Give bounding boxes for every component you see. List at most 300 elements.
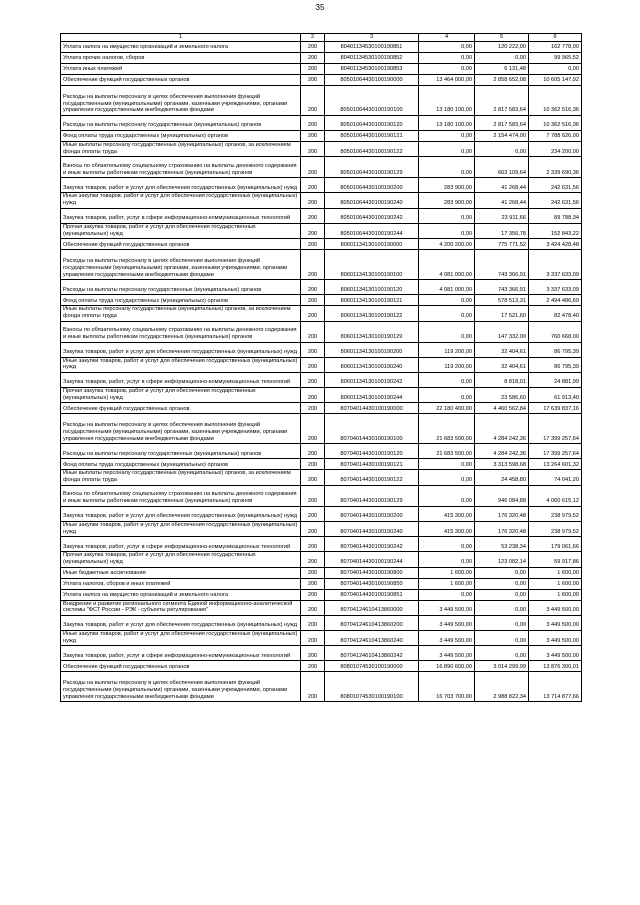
row-classification-code-cell: 80704014430100190120 [325, 444, 419, 459]
row-approved-amount-cell: 0,00 [419, 470, 475, 485]
row-code-cell: 200 [301, 459, 325, 470]
row-classification-code-cell: 80401134530100190851 [325, 42, 419, 53]
column-header-5: 5 [475, 34, 529, 42]
row-approved-amount-cell: 0,00 [419, 537, 475, 552]
row-unexecuted-amount-cell: 152 843,22 [529, 223, 582, 238]
row-name-cell: Обеспечение функций государственных органов [61, 403, 301, 414]
row-name-cell: Фонд оплаты труда государственных (муниципальных) органов [61, 131, 301, 142]
row-unexecuted-amount-cell: 3 449 500,00 [529, 631, 582, 646]
row-code-cell: 200 [301, 86, 325, 116]
row-classification-code-cell: 80501064430100190244 [325, 223, 419, 238]
row-executed-amount-cell: 3 014 299,99 [475, 661, 529, 672]
table-row [61, 295, 582, 306]
row-approved-amount-cell: 0,00 [419, 321, 475, 342]
row-code-cell: 200 [301, 157, 325, 178]
row-classification-code-cell: 80704014430100190244 [325, 552, 419, 567]
table-row [61, 646, 582, 661]
row-classification-code-cell: 80501064430100190000 [325, 75, 419, 86]
row-approved-amount-cell: 3 449 500,00 [419, 616, 475, 631]
row-name-cell: Иные закупки товаров, работ и услуг для обеспечения государственных (муниципальных) нужд [61, 193, 301, 208]
row-code-cell: 200 [301, 295, 325, 306]
row-classification-code-cell: 80704014430100190800 [325, 567, 419, 578]
table-row [61, 53, 582, 64]
row-approved-amount-cell: 0,00 [419, 485, 475, 506]
row-unexecuted-amount-cell: 1 600,00 [529, 589, 582, 600]
table-row [61, 157, 582, 178]
row-code-cell: 200 [301, 321, 325, 342]
table-row [61, 578, 582, 589]
row-name-cell: Расходы на выплаты персоналу государственных (муниципальных) органов [61, 116, 301, 131]
row-code-cell: 200 [301, 600, 325, 615]
row-classification-code-cell: 80501064430100190242 [325, 208, 419, 223]
row-code-cell: 200 [301, 373, 325, 388]
row-executed-amount-cell: 17 356,78 [475, 223, 529, 238]
row-executed-amount-cell: 578 513,31 [475, 295, 529, 306]
row-code-cell: 200 [301, 388, 325, 403]
row-executed-amount-cell: 0,00 [475, 600, 529, 615]
row-unexecuted-amount-cell: 13 876 300,01 [529, 661, 582, 672]
row-code-cell: 200 [301, 646, 325, 661]
row-classification-code-cell: 80704124610413860200 [325, 616, 419, 631]
row-approved-amount-cell: 283 900,00 [419, 193, 475, 208]
row-executed-amount-cell: 176 320,48 [475, 521, 529, 536]
row-executed-amount-cell: 2 817 583,64 [475, 86, 529, 116]
row-executed-amount-cell: 147 332,00 [475, 321, 529, 342]
table-header-row [61, 34, 582, 42]
row-code-cell: 200 [301, 178, 325, 193]
row-executed-amount-cell: 2 858 652,08 [475, 75, 529, 86]
row-code-cell: 200 [301, 444, 325, 459]
row-unexecuted-amount-cell: 242 631,56 [529, 193, 582, 208]
row-name-cell: Расходы на выплаты персоналу в целях обеспечения выполнения функций государственными (муниципальными) органами, казенными учреждениями, органами управления государственными внебюджетными фондами [61, 250, 301, 280]
table-row [61, 661, 582, 672]
table-row [61, 75, 582, 86]
row-unexecuted-amount-cell: 17 639 837,16 [529, 403, 582, 414]
table-row [61, 131, 582, 142]
row-unexecuted-amount-cell: 17 399 257,64 [529, 414, 582, 444]
row-executed-amount-cell: 17 521,60 [475, 306, 529, 321]
row-executed-amount-cell: 2 988 822,34 [475, 672, 529, 702]
row-code-cell: 200 [301, 552, 325, 567]
row-code-cell: 200 [301, 306, 325, 321]
table-row [61, 589, 582, 600]
row-approved-amount-cell: 0,00 [419, 131, 475, 142]
row-unexecuted-amount-cell: 3 449 500,00 [529, 646, 582, 661]
table-row [61, 342, 582, 357]
row-unexecuted-amount-cell: 238 979,52 [529, 506, 582, 521]
row-classification-code-cell: 80601134130100190121 [325, 295, 419, 306]
row-approved-amount-cell: 3 449 500,00 [419, 646, 475, 661]
row-classification-code-cell: 80601134130100190122 [325, 306, 419, 321]
column-header-4: 4 [419, 34, 475, 42]
row-code-cell: 200 [301, 53, 325, 64]
row-approved-amount-cell: 0,00 [419, 306, 475, 321]
row-classification-code-cell: 80704014430100190242 [325, 537, 419, 552]
table-row [61, 388, 582, 403]
row-code-cell: 200 [301, 75, 325, 86]
row-name-cell: Иные выплаты персоналу государственных (муниципальных) органов, за исключением фонда оплаты труда [61, 470, 301, 485]
row-unexecuted-amount-cell: 10 362 516,36 [529, 86, 582, 116]
row-approved-amount-cell: 0,00 [419, 459, 475, 470]
row-name-cell: Уплата налогов, сборов и иных платежей [61, 578, 301, 589]
row-unexecuted-amount-cell: 24 881,99 [529, 373, 582, 388]
row-name-cell: Расходы на выплаты персоналу государственных (муниципальных) органов [61, 444, 301, 459]
row-classification-code-cell: 80601134130100190000 [325, 239, 419, 250]
row-classification-code-cell: 80801074530100190000 [325, 661, 419, 672]
row-name-cell: Закупка товаров, работ и услуг для обеспечения государственных (муниципальных) нужд [61, 506, 301, 521]
row-approved-amount-cell: 283 900,00 [419, 178, 475, 193]
row-unexecuted-amount-cell: 2 494 486,69 [529, 295, 582, 306]
row-unexecuted-amount-cell: 61 913,40 [529, 388, 582, 403]
row-approved-amount-cell: 16 890 600,00 [419, 661, 475, 672]
row-approved-amount-cell: 0,00 [419, 223, 475, 238]
table-row [61, 86, 582, 116]
row-classification-code-cell: 80704014430100190000 [325, 403, 419, 414]
row-code-cell: 200 [301, 485, 325, 506]
row-approved-amount-cell: 4 200 200,00 [419, 239, 475, 250]
table-row [61, 193, 582, 208]
row-code-cell: 200 [301, 193, 325, 208]
row-classification-code-cell: 80704014430100190121 [325, 459, 419, 470]
table-row [61, 64, 582, 75]
row-executed-amount-cell: 4 460 562,84 [475, 403, 529, 414]
row-classification-code-cell: 80501064430100190100 [325, 86, 419, 116]
row-approved-amount-cell: 0,00 [419, 295, 475, 306]
row-unexecuted-amount-cell: 7 788 626,00 [529, 131, 582, 142]
row-approved-amount-cell: 0,00 [419, 208, 475, 223]
table-row [61, 42, 582, 53]
row-classification-code-cell: 80601134130100190120 [325, 280, 419, 295]
table-row [61, 142, 582, 157]
row-name-cell: Уплата налога на имущество организаций и земельного налога [61, 42, 301, 53]
row-unexecuted-amount-cell: 242 631,56 [529, 178, 582, 193]
row-approved-amount-cell: 0,00 [419, 64, 475, 75]
row-classification-code-cell: 80801074530100190100 [325, 672, 419, 702]
table-body [61, 42, 582, 702]
row-code-cell: 200 [301, 142, 325, 157]
row-executed-amount-cell: 8 818,01 [475, 373, 529, 388]
row-classification-code-cell: 80501064430100190129 [325, 157, 419, 178]
table-row [61, 414, 582, 444]
row-code-cell: 200 [301, 537, 325, 552]
row-approved-amount-cell: 4 081 000,00 [419, 250, 475, 280]
row-executed-amount-cell: 0,00 [475, 616, 529, 631]
row-approved-amount-cell: 16 703 700,00 [419, 672, 475, 702]
row-classification-code-cell: 80501064430100190121 [325, 131, 419, 142]
row-code-cell: 200 [301, 578, 325, 589]
row-approved-amount-cell: 0,00 [419, 53, 475, 64]
row-code-cell: 200 [301, 414, 325, 444]
table-row [61, 373, 582, 388]
row-code-cell: 200 [301, 239, 325, 250]
row-executed-amount-cell: 2 817 583,64 [475, 116, 529, 131]
row-executed-amount-cell: 743 366,91 [475, 280, 529, 295]
row-unexecuted-amount-cell: 0,00 [529, 64, 582, 75]
row-name-cell: Закупка товаров, работ, услуг в сфере информационно-коммуникационных технологий [61, 646, 301, 661]
row-name-cell: Внедрение и развитие регионального сегмента Единой информационно-аналитической системы "ФСТ России - РЭК - субъекты регулирования" [61, 600, 301, 615]
table-row [61, 223, 582, 238]
row-approved-amount-cell: 1 600,00 [419, 567, 475, 578]
row-unexecuted-amount-cell: 86 795,39 [529, 357, 582, 372]
row-name-cell: Взносы по обязательному социальному страхованию на выплаты денежного содержания и иные выплаты работникам государственных (муниципальных) органов [61, 321, 301, 342]
row-unexecuted-amount-cell: 59 917,86 [529, 552, 582, 567]
row-executed-amount-cell: 3 313 598,68 [475, 459, 529, 470]
row-unexecuted-amount-cell: 13 264 601,32 [529, 459, 582, 470]
row-unexecuted-amount-cell: 3 337 633,09 [529, 280, 582, 295]
row-unexecuted-amount-cell: 3 449 500,00 [529, 600, 582, 615]
row-executed-amount-cell: 946 084,88 [475, 485, 529, 506]
row-executed-amount-cell: 0,00 [475, 631, 529, 646]
row-unexecuted-amount-cell: 99 965,52 [529, 53, 582, 64]
row-executed-amount-cell: 32 404,61 [475, 357, 529, 372]
row-executed-amount-cell: 2 154 474,00 [475, 131, 529, 142]
row-classification-code-cell: 80501064430100190240 [325, 193, 419, 208]
row-name-cell: Фонд оплаты труда государственных (муниципальных) органов [61, 295, 301, 306]
row-classification-code-cell: 80601134130100190100 [325, 250, 419, 280]
row-unexecuted-amount-cell: 4 060 615,12 [529, 485, 582, 506]
row-name-cell: Закупка товаров, работ и услуг для обеспечения государственных (муниципальных) нужд [61, 178, 301, 193]
row-approved-amount-cell: 3 449 500,00 [419, 631, 475, 646]
column-header-6: 6 [529, 34, 582, 42]
row-code-cell: 200 [301, 223, 325, 238]
row-code-cell: 200 [301, 506, 325, 521]
table-row [61, 506, 582, 521]
row-executed-amount-cell: 120 222,00 [475, 42, 529, 53]
table-row [61, 552, 582, 567]
row-executed-amount-cell: 123 082,14 [475, 552, 529, 567]
row-name-cell: Уплата налога на имущество организаций и земельного налога [61, 589, 301, 600]
row-approved-amount-cell: 22 180 400,00 [419, 403, 475, 414]
row-classification-code-cell: 80601134130100190242 [325, 373, 419, 388]
table-row [61, 280, 582, 295]
row-name-cell: Закупка товаров, работ, услуг в сфере информационно-коммуникационных технологий [61, 208, 301, 223]
row-classification-code-cell: 80401134530100190852 [325, 53, 419, 64]
row-classification-code-cell: 80601134130100190244 [325, 388, 419, 403]
row-executed-amount-cell: 53 238,34 [475, 537, 529, 552]
row-executed-amount-cell: 176 320,48 [475, 506, 529, 521]
row-unexecuted-amount-cell: 17 399 257,64 [529, 444, 582, 459]
row-approved-amount-cell: 21 683 500,00 [419, 414, 475, 444]
row-code-cell: 200 [301, 567, 325, 578]
row-executed-amount-cell: 0,00 [475, 567, 529, 578]
row-name-cell: Прочая закупка товаров, работ и услуг для обеспечения государственных (муниципальных) нужд [61, 388, 301, 403]
row-classification-code-cell: 80704014430100190100 [325, 414, 419, 444]
row-name-cell: Иные выплаты персоналу государственных (муниципальных) органов, за исключением фонда оплаты труда [61, 306, 301, 321]
row-name-cell: Расходы на выплаты персоналу в целях обеспечения выполнения функций государственными (муниципальными) органами, казенными учреждениями, органами управления государственными внебюджетными фондами [61, 672, 301, 702]
row-unexecuted-amount-cell: 10 605 147,92 [529, 75, 582, 86]
row-code-cell: 200 [301, 521, 325, 536]
row-unexecuted-amount-cell: 3 424 428,48 [529, 239, 582, 250]
table-row [61, 208, 582, 223]
row-unexecuted-amount-cell: 2 339 690,36 [529, 157, 582, 178]
row-code-cell: 200 [301, 131, 325, 142]
row-unexecuted-amount-cell: 760 668,00 [529, 321, 582, 342]
row-executed-amount-cell: 23 586,60 [475, 388, 529, 403]
row-name-cell: Расходы на выплаты персоналу в целях обеспечения выполнения функций государственными (муниципальными) органами, казенными учреждениями, органами управления государственными внебюджетными фондами [61, 414, 301, 444]
row-name-cell: Обеспечение функций государственных органов [61, 661, 301, 672]
row-name-cell: Прочая закупка товаров, работ и услуг для обеспечения государственных (муниципальных) нужд [61, 552, 301, 567]
row-approved-amount-cell: 0,00 [419, 589, 475, 600]
row-name-cell: Закупка товаров, работ, услуг в сфере информационно-коммуникационных технологий [61, 537, 301, 552]
row-executed-amount-cell: 0,00 [475, 578, 529, 589]
row-code-cell: 200 [301, 631, 325, 646]
table-row [61, 485, 582, 506]
row-code-cell: 200 [301, 616, 325, 631]
row-classification-code-cell: 80704124610413860000 [325, 600, 419, 615]
row-unexecuted-amount-cell: 13 714 877,66 [529, 672, 582, 702]
row-approved-amount-cell: 0,00 [419, 142, 475, 157]
row-executed-amount-cell: 0,00 [475, 53, 529, 64]
table-row [61, 321, 582, 342]
row-executed-amount-cell: 0,00 [475, 589, 529, 600]
table-row [61, 521, 582, 536]
row-name-cell: Расходы на выплаты персоналу в целях обеспечения выполнения функций государственными (муниципальными) органами, казенными учреждениями, органами управления государственными внебюджетными фондами [61, 86, 301, 116]
page-number: 35 [315, 3, 325, 12]
table-row [61, 537, 582, 552]
table-row [61, 239, 582, 250]
row-name-cell: Иные бюджетные ассигнования [61, 567, 301, 578]
row-code-cell: 200 [301, 42, 325, 53]
row-name-cell: Уплата прочих налогов, сборов [61, 53, 301, 64]
table-row [61, 444, 582, 459]
row-approved-amount-cell: 0,00 [419, 373, 475, 388]
row-unexecuted-amount-cell: 162 778,00 [529, 42, 582, 53]
row-approved-amount-cell: 4 081 000,00 [419, 280, 475, 295]
row-unexecuted-amount-cell: 86 795,39 [529, 342, 582, 357]
row-classification-code-cell: 80704014430100190240 [325, 521, 419, 536]
table-row [61, 116, 582, 131]
row-name-cell: Иные закупки товаров, работ и услуг для обеспечения государственных (муниципальных) нужд [61, 521, 301, 536]
table-row [61, 357, 582, 372]
row-unexecuted-amount-cell: 234 200,00 [529, 142, 582, 157]
row-unexecuted-amount-cell: 238 979,52 [529, 521, 582, 536]
row-approved-amount-cell: 13 180 100,00 [419, 86, 475, 116]
row-executed-amount-cell: 0,00 [475, 142, 529, 157]
row-code-cell: 200 [301, 280, 325, 295]
row-approved-amount-cell: 13 180 100,00 [419, 116, 475, 131]
table-row [61, 459, 582, 470]
table-row [61, 403, 582, 414]
column-header-3: 3 [325, 34, 419, 42]
row-unexecuted-amount-cell: 3 337 633,09 [529, 250, 582, 280]
row-approved-amount-cell: 1 600,00 [419, 578, 475, 589]
row-classification-code-cell: 80501064430100190120 [325, 116, 419, 131]
table-row [61, 470, 582, 485]
table-row [61, 600, 582, 615]
row-unexecuted-amount-cell: 82 478,40 [529, 306, 582, 321]
table-row [61, 306, 582, 321]
row-code-cell: 200 [301, 661, 325, 672]
table-row [61, 672, 582, 702]
row-name-cell: Закупка товаров, работ и услуг для обеспечения государственных (муниципальных) нужд [61, 342, 301, 357]
row-executed-amount-cell: 4 284 242,36 [475, 414, 529, 444]
row-unexecuted-amount-cell: 179 061,66 [529, 537, 582, 552]
row-classification-code-cell: 80704014430100190850 [325, 578, 419, 589]
row-unexecuted-amount-cell: 89 788,34 [529, 208, 582, 223]
row-approved-amount-cell: 13 464 000,00 [419, 75, 475, 86]
row-name-cell: Закупка товаров, работ, услуг в сфере информационно-коммуникационных технологий [61, 373, 301, 388]
row-name-cell: Обеспечение функций государственных органов [61, 239, 301, 250]
row-name-cell: Закупка товаров, работ и услуг для обеспечения государственных (муниципальных) нужд [61, 616, 301, 631]
row-classification-code-cell: 80704124610413860240 [325, 631, 419, 646]
row-executed-amount-cell: 4 284 242,36 [475, 444, 529, 459]
row-name-cell: Расходы на выплаты персоналу государственных (муниципальных) органов [61, 280, 301, 295]
column-header-1: 1 [61, 34, 301, 42]
row-executed-amount-cell: 6 131,48 [475, 64, 529, 75]
row-approved-amount-cell: 119 200,00 [419, 357, 475, 372]
row-unexecuted-amount-cell: 3 449 500,00 [529, 616, 582, 631]
row-approved-amount-cell: 119 200,00 [419, 342, 475, 357]
row-executed-amount-cell: 743 366,91 [475, 250, 529, 280]
row-name-cell: Уплата иных платежей [61, 64, 301, 75]
row-name-cell: Иные выплаты персоналу государственных (муниципальных) органов, за исключением фонда оплаты труда [61, 142, 301, 157]
row-executed-amount-cell: 663 109,64 [475, 157, 529, 178]
row-classification-code-cell: 80601134130100190129 [325, 321, 419, 342]
row-executed-amount-cell: 23 911,66 [475, 208, 529, 223]
row-name-cell: Фонд оплаты труда государственных (муниципальных) органов [61, 459, 301, 470]
row-unexecuted-amount-cell: 74 041,20 [529, 470, 582, 485]
row-code-cell: 200 [301, 589, 325, 600]
row-approved-amount-cell: 415 300,00 [419, 506, 475, 521]
row-code-cell: 200 [301, 357, 325, 372]
row-approved-amount-cell: 0,00 [419, 42, 475, 53]
column-header-2: 2 [301, 34, 325, 42]
row-unexecuted-amount-cell: 10 362 516,36 [529, 116, 582, 131]
row-approved-amount-cell: 415 300,00 [419, 521, 475, 536]
row-classification-code-cell: 80401134530100190853 [325, 64, 419, 75]
table-row [61, 616, 582, 631]
row-code-cell: 200 [301, 64, 325, 75]
row-name-cell: Прочая закупка товаров, работ и услуг для обеспечения государственных (муниципальных) нужд [61, 223, 301, 238]
row-approved-amount-cell: 21 683 500,00 [419, 444, 475, 459]
row-classification-code-cell: 80601134130100190200 [325, 342, 419, 357]
row-name-cell: Иные закупки товаров, работ и услуг для обеспечения государственных (муниципальных) нужд [61, 631, 301, 646]
table-row [61, 631, 582, 646]
row-classification-code-cell: 80601134130100190240 [325, 357, 419, 372]
row-classification-code-cell: 80501064430100190122 [325, 142, 419, 157]
row-executed-amount-cell: 41 268,44 [475, 178, 529, 193]
row-code-cell: 200 [301, 470, 325, 485]
budget-table [60, 33, 582, 702]
row-code-cell: 200 [301, 342, 325, 357]
row-approved-amount-cell: 0,00 [419, 157, 475, 178]
table-row [61, 178, 582, 193]
row-code-cell: 200 [301, 116, 325, 131]
row-executed-amount-cell: 24 458,80 [475, 470, 529, 485]
table-row [61, 567, 582, 578]
row-approved-amount-cell: 3 449 500,00 [419, 600, 475, 615]
row-classification-code-cell: 80704124610413860242 [325, 646, 419, 661]
row-approved-amount-cell: 0,00 [419, 388, 475, 403]
row-approved-amount-cell: 0,00 [419, 552, 475, 567]
row-name-cell: Взносы по обязательному социальному страхованию на выплаты денежного содержания и иные выплаты работникам государственных (муниципальных) органов [61, 485, 301, 506]
row-classification-code-cell: 80704014430100190122 [325, 470, 419, 485]
row-classification-code-cell: 80704014430100190851 [325, 589, 419, 600]
row-code-cell: 200 [301, 672, 325, 702]
row-name-cell: Обеспечение функций государственных органов [61, 75, 301, 86]
row-code-cell: 200 [301, 403, 325, 414]
row-executed-amount-cell: 0,00 [475, 646, 529, 661]
row-unexecuted-amount-cell: 1 600,00 [529, 578, 582, 589]
row-executed-amount-cell: 32 404,61 [475, 342, 529, 357]
row-name-cell: Иные закупки товаров, работ и услуг для обеспечения государственных (муниципальных) нужд [61, 357, 301, 372]
row-code-cell: 200 [301, 208, 325, 223]
table-row [61, 250, 582, 280]
row-unexecuted-amount-cell: 1 600,00 [529, 567, 582, 578]
row-code-cell: 200 [301, 250, 325, 280]
row-classification-code-cell: 80704014430100190200 [325, 506, 419, 521]
row-classification-code-cell: 80501064430100190200 [325, 178, 419, 193]
